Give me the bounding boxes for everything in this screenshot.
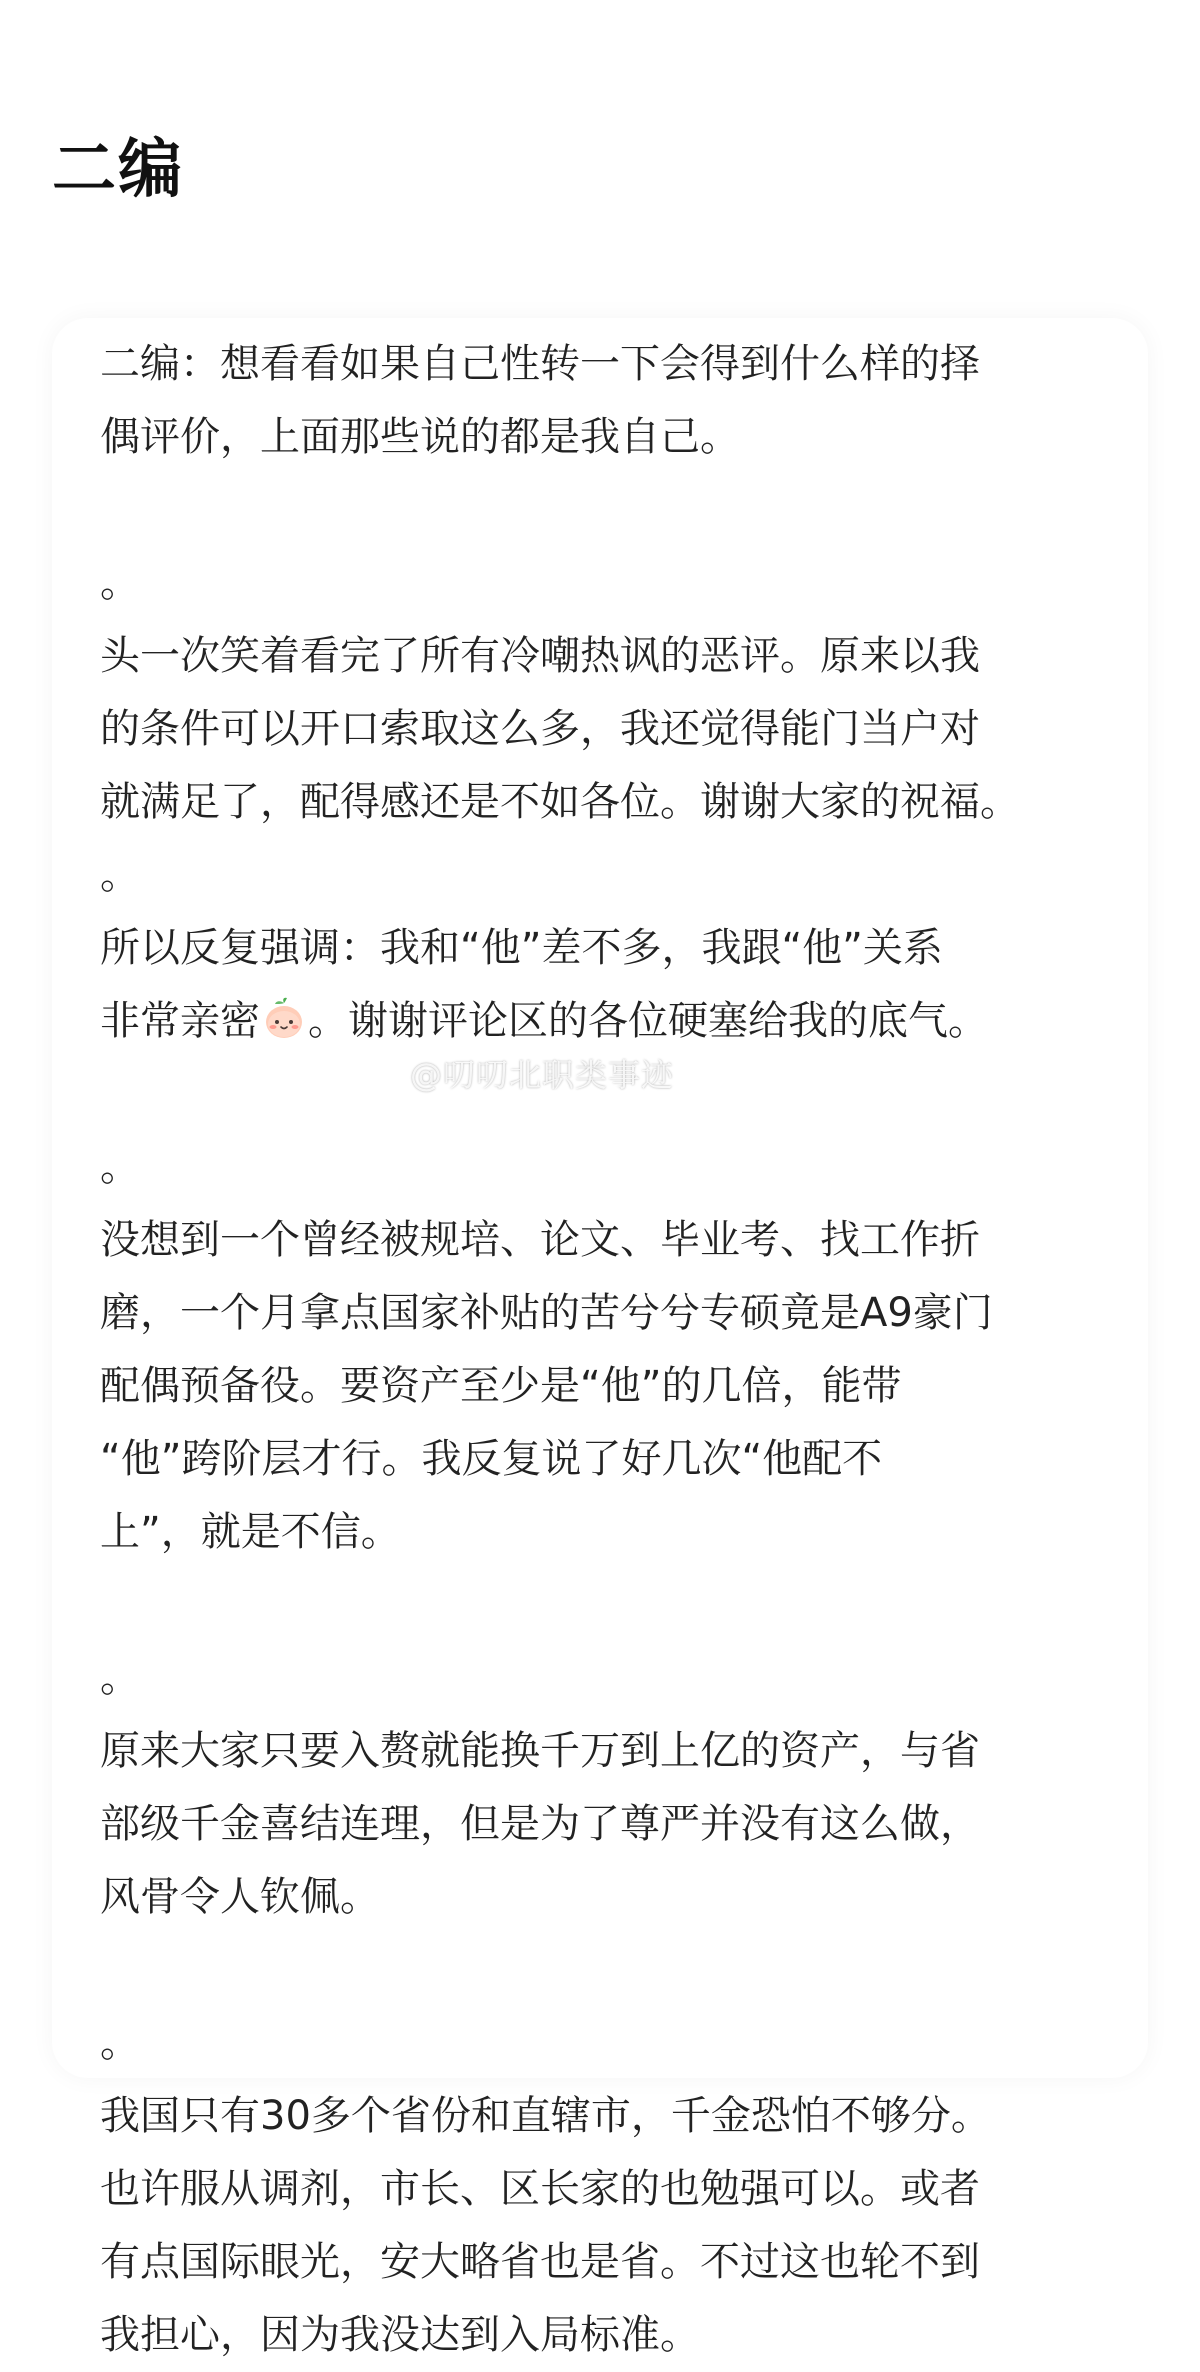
paragraph-6-line-4: 我担心，因为我没达到入局标准。 bbox=[100, 2312, 700, 2358]
paragraph-4-line-4: “他”跨阶层才行。我反复说了好几次“他配不 bbox=[100, 1436, 883, 1482]
separator-dot: 。 bbox=[100, 1144, 140, 1190]
watermark: @叨叨北职类事迹 bbox=[410, 1056, 675, 1094]
paragraph-4-line-1: 没想到一个曾经被规培、论文、毕业考、找工作折 bbox=[100, 1217, 980, 1263]
paragraph-5-line-2: 部级千金喜结连理，但是为了尊严并没有这么做， bbox=[100, 1801, 980, 1847]
paragraph-3-line-2 bbox=[100, 985, 1160, 1058]
separator-dot: 。 bbox=[100, 852, 140, 898]
paragraph-1-line-1: 二编：想看看如果自己性转一下会得到什么样的择 bbox=[100, 341, 980, 387]
paragraph-3-line-2-text-a: 非常亲密 bbox=[100, 998, 260, 1044]
paragraph-2-line-2: 的条件可以开口索取这么多，我还觉得能门当户对 bbox=[100, 706, 980, 752]
content-card bbox=[52, 318, 1148, 2358]
post-body bbox=[100, 328, 1160, 2372]
separator-dot: 。 bbox=[100, 1655, 140, 1701]
paragraph-2-line-3: 就满足了，配得感还是不如各位。谢谢大家的祝福。 bbox=[100, 779, 1020, 825]
paragraph-5-line-3: 风骨令人钦佩。 bbox=[100, 1874, 380, 1920]
separator-dot: 。 bbox=[100, 2020, 140, 2066]
separator-dot: 。 bbox=[100, 560, 140, 606]
paragraph-1-line-2: 偶评价，上面那些说的都是我自己。 bbox=[100, 414, 740, 460]
paragraph-4-line-3: 配偶预备役。要资产至少是“他”的几倍，能带 bbox=[100, 1363, 902, 1409]
paragraph-6-line-3: 有点国际眼光，安大略省也是省。不过这也轮不到 bbox=[100, 2239, 980, 2285]
paragraph-5-line-1: 原来大家只要入赘就能换千万到上亿的资产，与省 bbox=[100, 1728, 980, 1774]
paragraph-6-line-1: 我国只有30多个省份和直辖市，千金恐怕不够分。 bbox=[100, 2093, 991, 2139]
page-title: 二编 bbox=[52, 133, 184, 207]
paragraph-2-line-1: 头一次笑着看完了所有冷嘲热讽的恶评。原来以我 bbox=[100, 633, 980, 679]
paragraph-6-line-2: 也许服从调剂，市长、区长家的也勉强可以。或者 bbox=[100, 2166, 980, 2212]
paragraph-4-line-2: 磨，一个月拿点国家补贴的苦兮兮专硕竟是A9豪门 bbox=[100, 1290, 993, 1336]
paragraph-4-line-5: 上”，就是不信。 bbox=[100, 1509, 401, 1555]
blushing-peach-emoji-icon bbox=[260, 994, 308, 1042]
paragraph-3-line-2-text-b: 。谢谢评论区的各位硬塞给我的底气。 bbox=[308, 998, 988, 1044]
paragraph-3-line-1: 所以反复强调：我和“他”差不多，我跟“他”关系 bbox=[100, 925, 943, 971]
